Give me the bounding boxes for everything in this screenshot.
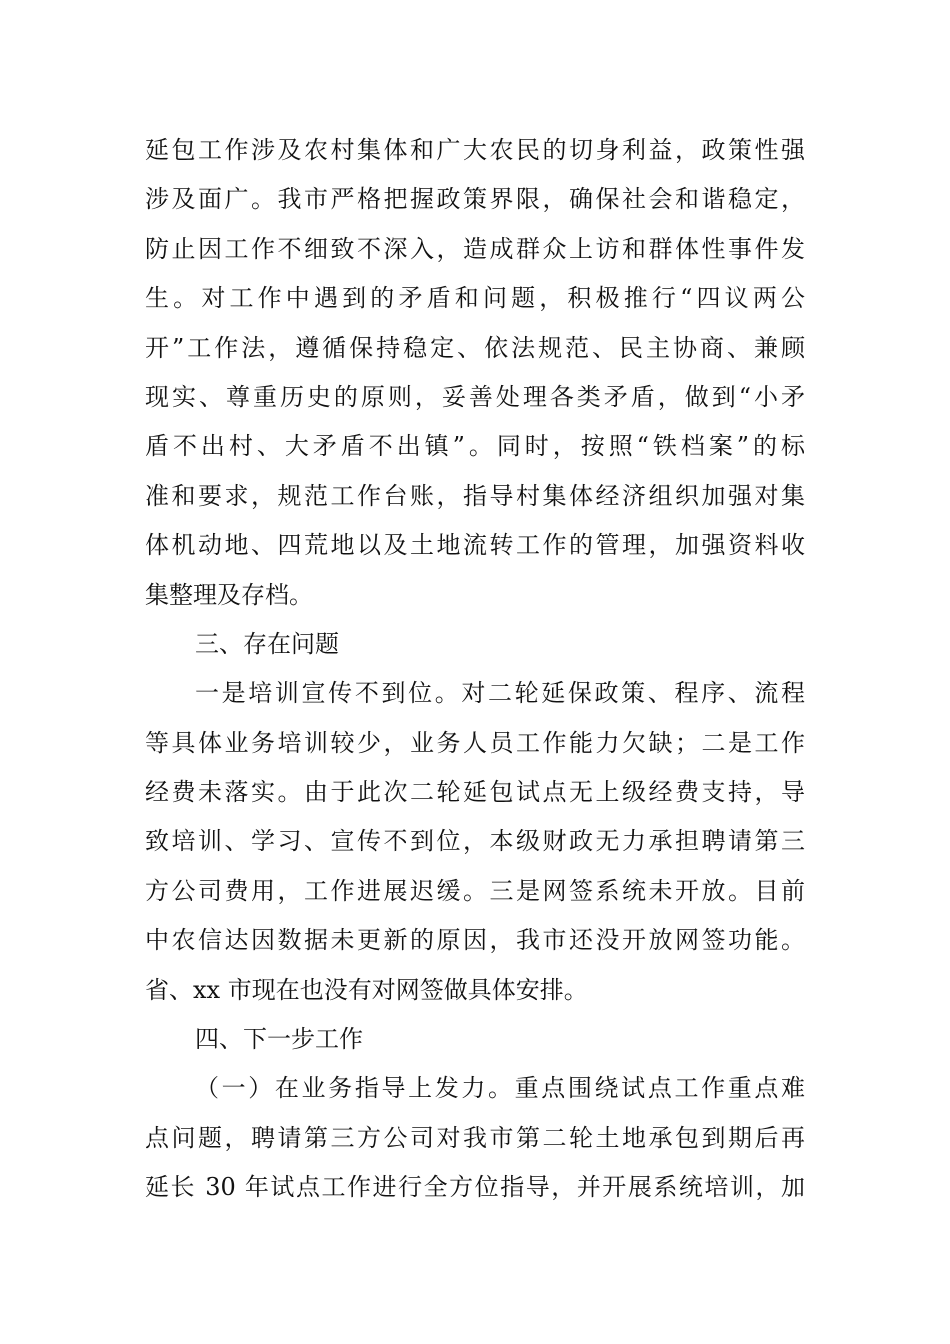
body-line: 方公司费用，工作进展迟缓。三是网签系统未开放。目前 [145, 876, 805, 905]
document-body [145, 126, 805, 1213]
body-line: 经费未落实。由于此次二轮延包试点无上级经费支持，导 [145, 778, 805, 807]
body-line: 等具体业务培训较少，业务人员工作能力欠缺；二是工作 [145, 728, 805, 757]
body-line: 防止因工作不细致不深入，造成群众上访和群体性事件发 [145, 234, 805, 263]
body-line: 点问题，聘请第三方公司对我市第二轮土地承包到期后再 [145, 1123, 805, 1152]
body-line: （一）在业务指导上发力。重点围绕试点工作重点难 [195, 1074, 805, 1103]
body-line: 延包工作涉及农村集体和广大农民的切身利益，政策性强 [145, 136, 805, 164]
body-line: 一是培训宣传不到位。对二轮延保政策、程序、流程 [195, 679, 805, 708]
body-line: 准和要求，规范工作台账，指导村集体经济组织加强对集 [145, 481, 805, 510]
body-line: 涉及面广。我市严格把握政策界限，确保社会和谐稳定， [145, 185, 805, 214]
section-heading-next-steps: 四、下一步工作 [195, 1025, 363, 1054]
body-line: 集整理及存档。 [145, 580, 313, 609]
body-line: 体机动地、四荒地以及土地流转工作的管理，加强资料收 [145, 531, 805, 560]
body-line: 延长 30 年试点工作进行全方位指导，并开展系统培训，加 [145, 1173, 805, 1202]
body-line: 生。对工作中遇到的矛盾和问题，积极推行“四议两公 [145, 284, 805, 313]
body-line: 开”工作法，遵循保持稳定、依法规范、民主协商、兼顾 [145, 333, 805, 362]
body-line: 省、xx 市现在也没有对网签做具体安排。 [145, 975, 588, 1004]
body-line: 现实、尊重历史的原则，妥善处理各类矛盾，做到“小矛 [145, 382, 805, 411]
body-line: 中农信达因数据未更新的原因，我市还没开放网签功能。 [145, 926, 805, 955]
body-line: 致培训、学习、宣传不到位，本级财政无力承担聘请第三 [145, 827, 805, 856]
body-line: 盾不出村、大矛盾不出镇”。同时，按照“铁档案”的标 [145, 432, 805, 461]
section-heading-problems: 三、存在问题 [195, 629, 339, 658]
